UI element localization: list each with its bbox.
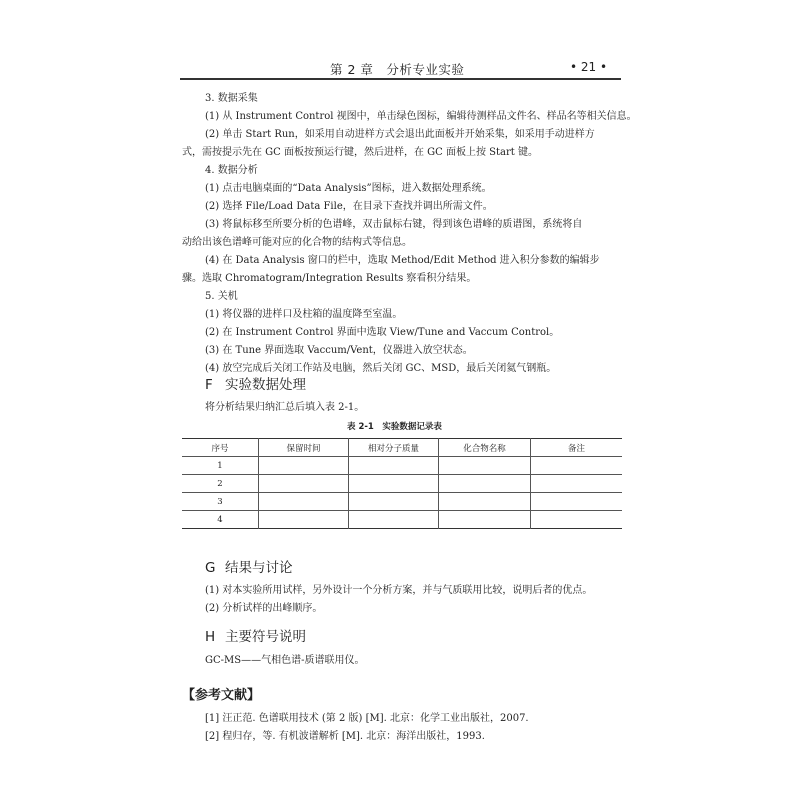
table-row (182, 457, 622, 475)
table-row (182, 493, 622, 511)
paragraph-line: (3) 将鼠标移至所要分析的色谱峰，双击鼠标右键，得到该色谱峰的质谱图，系统将自 (205, 219, 583, 230)
table-row (182, 511, 622, 529)
table-cell (531, 475, 623, 493)
data-record-table (182, 438, 622, 529)
paragraph-line: (1) 点击电脑桌面的“Data Analysis”图标，进入数据处理系统。 (205, 183, 492, 194)
step-heading: 4. 数据分析 (205, 165, 258, 176)
column-header: 序号 (211, 443, 229, 454)
table-cell (439, 511, 531, 529)
table-cell: 2 (217, 478, 223, 489)
section-letter: G (205, 560, 216, 576)
paragraph-line: (3) 在 Tune 界面选取 Vaccum/Vent，仪器进入放空状态。 (205, 345, 473, 356)
paragraph-line: (1) 从 Instrument Control 视图中，单击绿色图标，编辑待测样品文件名、样品名等相关信息。 (205, 111, 637, 122)
reference-item: [2] 程归存，等. 有机波谱解析 [M]. 北京：海洋出版社，1993. (205, 731, 485, 742)
table-caption: 表 2-1 实验数据记录表 (347, 422, 442, 432)
section-title: 结果与讨论 (225, 560, 293, 576)
table-cell (349, 493, 439, 511)
paragraph-line: (4) 在 Data Analysis 窗口的栏中，选取 Method/Edit Method 进入积分参数的编辑步 (205, 255, 600, 266)
table-cell (259, 493, 349, 511)
paragraph-line: (1) 对本实验所用试样，另外设计一个分析方案，并与气质联用比较，说明后者的优点。 (205, 585, 593, 596)
table-cell (349, 511, 439, 529)
table-cell (259, 511, 349, 529)
section-letter: F (205, 377, 213, 393)
references-title: 【参考文献】 (182, 688, 261, 703)
column-header: 保留时间 (259, 439, 349, 457)
paragraph-line: GC-MS——气相色谱-质谱联用仪。 (205, 655, 365, 666)
section-heading-f (205, 373, 306, 393)
table-cell: 3 (217, 496, 223, 507)
table-cell (439, 493, 531, 511)
table-cell (349, 457, 439, 475)
table-cell (531, 511, 623, 529)
step-heading: 3. 数据采集 (205, 93, 258, 104)
page-number: • 21 • (570, 60, 608, 74)
step-heading: 5. 关机 (205, 291, 238, 302)
section-title: 实验数据处理 (225, 377, 306, 393)
chapter-title: 第 2 章 分析专业实验 (330, 62, 465, 77)
table-cell: 1 (217, 460, 223, 471)
column-header: 备注 (531, 439, 623, 457)
table-cell (349, 475, 439, 493)
reference-item: [1] 汪正范. 色谱联用技术 (第 2 版) [M]. 北京：化学工业出版社，2007. (205, 713, 529, 724)
paragraph-line: 骤。选取 Chromatogram/Integration Results 察看积分结果。 (182, 273, 477, 284)
paragraph-line: 动给出该色谱峰可能对应的化合物的结构式等信息。 (182, 237, 412, 248)
table-cell (439, 457, 531, 475)
table-cell (439, 475, 531, 493)
paragraph-line: 式，需按提示先在 GC 面板按预运行键，然后进样，在 GC 面板上按 Start 键。 (182, 147, 538, 158)
section-heading-h (205, 625, 306, 645)
table-cell (259, 457, 349, 475)
paragraph-line: (1) 将仪器的进样口及柱箱的温度降至室温。 (205, 309, 403, 320)
table-cell (531, 457, 623, 475)
header-rule (180, 78, 621, 80)
paragraph-line: (2) 分析试样的出峰顺序。 (205, 603, 323, 614)
table-cell: 4 (217, 514, 223, 525)
table-header-row (182, 439, 622, 457)
paragraph-line: (4) 放空完成后关闭工作站及电脑，然后关闭 GC、MSD，最后关闭氦气钢瓶。 (205, 363, 557, 374)
section-heading-g (205, 556, 293, 576)
paragraph-line: (2) 单击 Start Run，如采用自动进样方式会退出此面板并开始采集，如采用手动进样方 (205, 129, 595, 140)
section-intro: 将分析结果归纳汇总后填入表 2-1。 (205, 402, 365, 413)
table-row (182, 475, 622, 493)
section-title: 主要符号说明 (225, 629, 306, 645)
section-letter: H (205, 629, 216, 645)
table-cell (259, 475, 349, 493)
table-cell (531, 493, 623, 511)
paragraph-line: (2) 在 Instrument Control 界面中选取 View/Tune and Vaccum Control。 (205, 327, 560, 338)
column-header: 化合物名称 (439, 439, 531, 457)
column-header: 相对分子质量 (349, 439, 439, 457)
paragraph-line: (2) 选择 File/Load Data File，在目录下查找并调出所需文件。 (205, 201, 493, 212)
